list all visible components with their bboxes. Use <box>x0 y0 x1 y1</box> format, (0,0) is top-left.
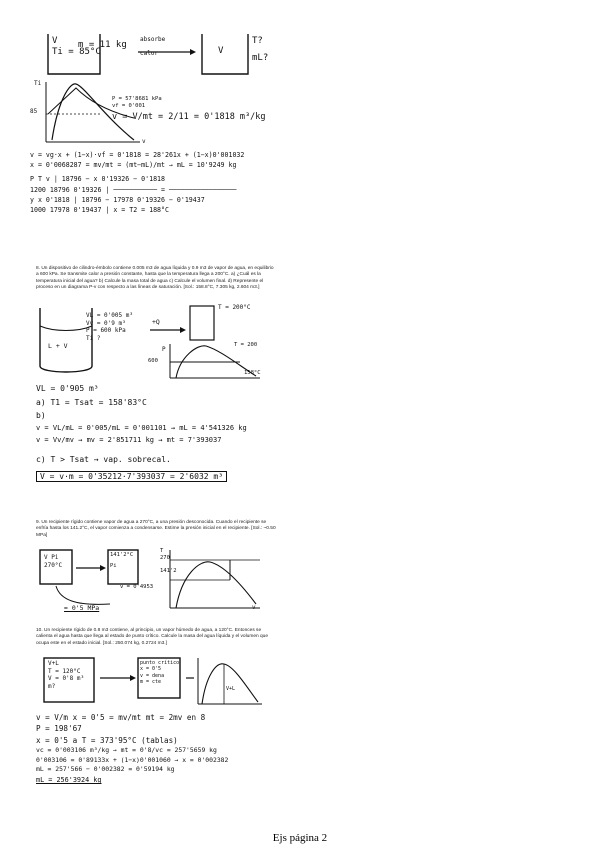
block1-arrow-labels <box>140 36 185 57</box>
problem-8-fig-left: VL = 0'005 m³ Vv = 0'9 m³ P = 600 kPa Ti ? <box>86 312 133 342</box>
problem-9-fig-axis: T 270 141'2 <box>160 548 177 574</box>
block1-lines-a: v = V/mt = 2/11 = 0'1818 m³/kg <box>112 112 266 122</box>
problem-9-fig-v: v = 0'4953 <box>120 584 154 590</box>
problem-8-fig-q: +Q <box>152 318 160 326</box>
problem-8-fig-lv: L + V <box>48 342 68 350</box>
problem-9-statement: 9. Un recipiente rígido contiene vapor de agua a 270°C, a una presión desconocida. Cuando el recipiente se enfría hasta los 141.2°C, el vapor comienza a condensarse. Estime la presión inicial en el recipiente. [Sol.: ~0.50 MPa] <box>36 520 276 538</box>
block1-graph-v: v <box>142 138 146 145</box>
problem-8-figure <box>30 300 280 380</box>
problem-8-fig-p: P <box>162 346 166 353</box>
problem-9-fig-vaxis: v <box>252 604 256 611</box>
problem-8-fig-158: 158°C <box>244 370 261 376</box>
problem-8-fig-t200: T = 200°C <box>218 304 251 311</box>
problem-9-fig-mid: 141'2°C Pi <box>110 552 134 569</box>
problem-8-statement: 8. Un dispositivo de cilindro-émbolo contiene 0.005 m3 de agua líquida y 0.9 m3 de vapor de agua, en equilibrio a 600 kPa. Se transmite calor a presión constante, hasta que la temperatura llega a 200°C. a) ¿Cuál es la temperatura inicial del agua? b) Calcule la masa total de agua c) Calcule el volumen final. d) Represente el proceso en un diagrama P-v con respecto a las líneas de saturación. [Sol.: 158.8°C, 7.305 kg, 2.604 m3.] <box>36 266 274 291</box>
block1-graph-p: P = 57'8681 kPa vf = 0'001 <box>112 96 162 109</box>
problem-8-final-answer: V = v·m = 0'35212·7'393037 = 2'6032 m³ <box>36 471 227 482</box>
problem-10-fig-left: V+L T = 120°C V = 0'8 m³ m? <box>48 660 85 690</box>
block1-graph-labels: Ti <box>34 80 42 87</box>
arrow-bottom-label: calor <box>140 49 159 57</box>
block1-lines-b: v = vg·x + (1−x)·vf = 0'1818 = 28'261x + (1−x)0'001032 x = 0'0068287 = mv/mt = (mt−mL)/mt → mL = 10'9249 kg P T v | 18796 − x 0'19326 − 0'1818 1200 18796 0'19326 | ─────────── = ───────────────── y x 0'1818 | 18796 − 17978 0'19326 − 0'19437 1000 17978 0'19437 | x = T2 = 188°C <box>30 151 245 215</box>
problem-10-fig-graph: V+L <box>226 686 236 692</box>
page-footer: Ejs página 2 <box>272 832 328 844</box>
problem-10-solution: v = V/m x = 0'5 = mv/mt mt = 2mv en 8 P = 198'67 x = 0'5 a T = 373'95°C (tablas) vc = 0'003106 m³/kg → mt = 0'8/vc = 257'5659 kg 0'003106 = 0'89133x + (1−x)0'001060 → x = 0'002382 mL = 257'566 − 0'002382 = 0'59194 kg mL = 256'3924 kg <box>36 713 229 784</box>
block1-right-box: V <box>218 46 224 56</box>
block1-box-left-t: Ti = 85°C <box>52 47 101 58</box>
block1-graph-85: 85 <box>30 108 38 115</box>
block1-box-left-v: V <box>52 36 58 46</box>
problem-8-solution: VL = 0'905 m³ a) T1 = Tsat = 158'83°C b) v = VL/mL = 0'005/mL = 0'001101 → mL = 4'541326 kg v = Vv/mv → mv = 2'851711 kg → mt = 7'393037 c) T > Tsat → vap. sobrecal. V = v·m = 0'35212·7'393037 = 2'6032 m³ <box>36 384 247 482</box>
problem-10-statement: 10. Un recipiente rígido de 0.8 m3 contiene, al principio, un vapor húmedo de agua, a 120°C. Entonces se calienta el agua hasta que llega al estado de punto crítico. Calcule la masa del agua líquida y el volumen que ocupa este en el estado inicial. [Sol.: 250.074 kg, 0.2724 m3.] <box>36 628 269 646</box>
problem-8-fig-600: 600 <box>148 358 158 364</box>
problem-10-fig-mid: punto crítico x = 0'5 v = dena m = cte <box>140 660 180 685</box>
arrow-top-label: absorbe <box>140 36 166 43</box>
problem-9-fig-left: V Pi 270°C <box>44 554 63 569</box>
block1-right-notes: T? mL? <box>252 36 269 64</box>
problem-9-answer: ≈ 0'5 MPa <box>64 604 100 612</box>
block1-state: m = 11 kg <box>78 40 127 50</box>
problem-8-fig-t200b: T = 200 <box>234 342 258 348</box>
